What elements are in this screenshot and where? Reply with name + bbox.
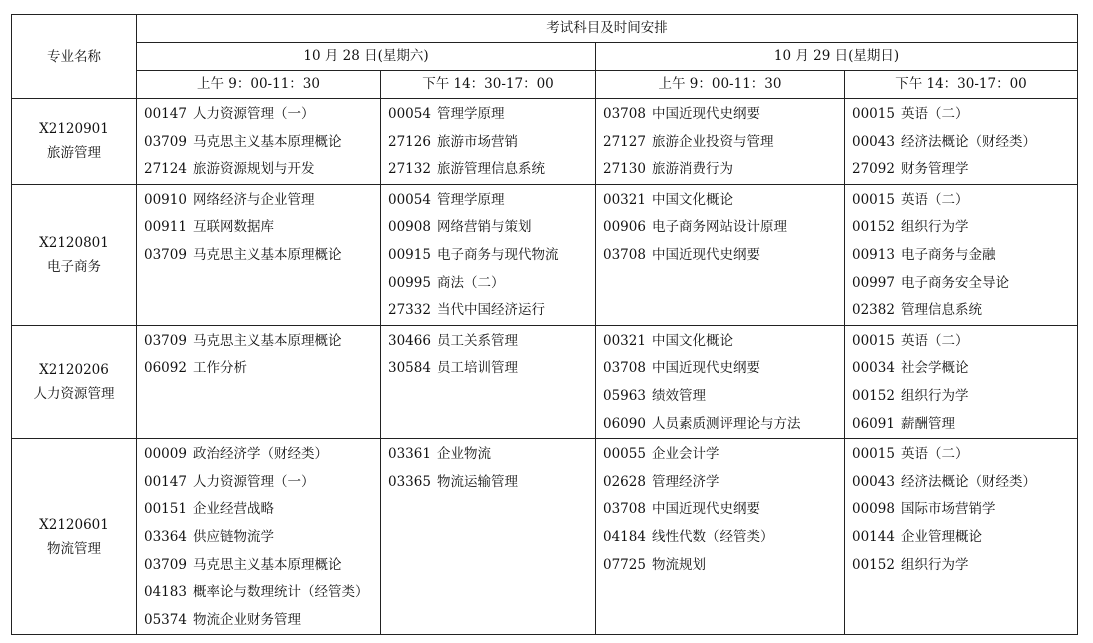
course-name: 中国近现代史纲要 xyxy=(651,106,760,122)
course-code: 03708 xyxy=(603,106,646,122)
course-code: 02628 xyxy=(603,473,646,490)
session-cell xyxy=(596,439,845,635)
session-header-oct28-am: 上午 9：00-11：30 xyxy=(137,71,381,99)
course-code: 00043 xyxy=(852,133,895,150)
course-item xyxy=(144,579,380,607)
course-name: 物流企业财务管理 xyxy=(192,611,301,628)
table-row xyxy=(12,99,1078,185)
course-item xyxy=(603,524,844,552)
course-code: 00034 xyxy=(852,360,895,377)
course-item xyxy=(852,101,1077,129)
course-item xyxy=(603,496,844,524)
course-code: 00098 xyxy=(852,501,895,518)
session-cell xyxy=(137,184,381,325)
major-name: 电子商务 xyxy=(47,258,101,275)
session-cell xyxy=(845,99,1078,185)
major-code: X2120601 xyxy=(39,516,109,533)
course-code: 00055 xyxy=(603,446,646,463)
course-name: 电子商务与金融 xyxy=(900,246,996,263)
course-name: 马克思主义基本原理概论 xyxy=(192,133,342,150)
course-item xyxy=(388,101,595,129)
course-item xyxy=(603,101,844,129)
major-code: X2120801 xyxy=(39,234,109,251)
course-name: 企业管理概论 xyxy=(900,528,982,545)
course-code: 03708 xyxy=(603,360,646,377)
course-item xyxy=(144,607,380,635)
course-name: 财务管理学 xyxy=(900,161,969,178)
major-cell xyxy=(12,99,137,185)
course-name: 英语（二） xyxy=(900,332,969,349)
course-item xyxy=(852,242,1077,270)
course-item xyxy=(852,469,1077,497)
course-item xyxy=(852,270,1077,298)
course-item xyxy=(852,411,1077,439)
course-item xyxy=(852,552,1077,580)
course-code: 03709 xyxy=(144,133,187,150)
course-name: 马克思主义基本原理概论 xyxy=(192,556,342,573)
course-name: 旅游企业投资与管理 xyxy=(651,133,774,150)
course-item xyxy=(852,297,1077,325)
course-code: 27127 xyxy=(603,133,646,150)
course-code: 30466 xyxy=(388,332,431,349)
course-item xyxy=(144,214,380,242)
course-name: 马克思主义基本原理概论 xyxy=(192,332,342,349)
session-cell xyxy=(137,439,381,635)
course-code: 00908 xyxy=(388,219,431,236)
major-cell xyxy=(12,325,137,438)
course-item xyxy=(144,552,380,580)
course-item xyxy=(603,441,844,469)
course-item xyxy=(388,441,595,469)
session-cell xyxy=(845,325,1078,438)
course-item xyxy=(144,496,380,524)
course-name: 经济法概论（财经类） xyxy=(900,473,1036,490)
course-item xyxy=(603,552,844,580)
session-cell xyxy=(596,99,845,185)
course-item xyxy=(603,242,844,270)
course-name: 人力资源管理（一） xyxy=(192,106,315,122)
course-name: 员工关系管理 xyxy=(436,332,518,349)
course-item xyxy=(603,156,844,184)
course-name: 旅游管理信息系统 xyxy=(436,161,545,178)
course-item xyxy=(852,441,1077,469)
course-name: 经济法概论（财经类） xyxy=(900,133,1036,150)
course-name: 企业经营战略 xyxy=(192,501,274,518)
course-code: 06092 xyxy=(144,360,187,377)
course-name: 供应链物流学 xyxy=(192,528,274,545)
course-item xyxy=(852,156,1077,184)
table-row xyxy=(12,439,1078,635)
major-code: X2120206 xyxy=(39,361,109,378)
course-code: 05374 xyxy=(144,611,187,628)
session-cell xyxy=(381,184,596,325)
course-name: 电子商务安全导论 xyxy=(900,274,1009,291)
course-item xyxy=(144,469,380,497)
course-code: 30584 xyxy=(388,360,431,377)
course-name: 当代中国经济运行 xyxy=(436,302,545,319)
course-item xyxy=(603,383,844,411)
course-name: 管理学原理 xyxy=(436,191,505,208)
course-name: 人员素质测评理论与方法 xyxy=(651,415,801,432)
course-code: 27124 xyxy=(144,161,187,178)
course-code: 05963 xyxy=(603,387,646,404)
course-item xyxy=(603,129,844,157)
session-cell xyxy=(381,439,596,635)
course-item xyxy=(852,187,1077,215)
course-item xyxy=(603,214,844,242)
course-code: 00144 xyxy=(852,528,895,545)
course-code: 03364 xyxy=(144,528,187,545)
course-code: 02382 xyxy=(852,302,895,319)
course-code: 03709 xyxy=(144,332,187,349)
course-code: 00152 xyxy=(852,219,895,236)
session-cell xyxy=(596,184,845,325)
course-item xyxy=(388,328,595,356)
course-item xyxy=(388,469,595,497)
course-name: 中国文化概论 xyxy=(651,191,733,208)
course-item xyxy=(144,129,380,157)
course-code: 00147 xyxy=(144,106,187,122)
table-row xyxy=(12,184,1078,325)
course-code: 00015 xyxy=(852,332,895,349)
course-item xyxy=(388,270,595,298)
course-code: 00054 xyxy=(388,106,431,122)
course-code: 00321 xyxy=(603,191,646,208)
course-item xyxy=(388,156,595,184)
course-name: 企业会计学 xyxy=(651,446,720,463)
course-item xyxy=(144,187,380,215)
session-header-oct29-pm: 下午 14：30-17：00 xyxy=(845,71,1078,99)
course-code: 27332 xyxy=(388,302,431,319)
course-code: 00915 xyxy=(388,246,431,263)
course-code: 00997 xyxy=(852,274,895,291)
session-cell xyxy=(381,325,596,438)
major-cell xyxy=(12,439,137,635)
course-name: 企业物流 xyxy=(436,446,491,463)
course-code: 04183 xyxy=(144,584,187,601)
course-name: 管理信息系统 xyxy=(900,302,982,319)
course-code: 00152 xyxy=(852,556,895,573)
course-code: 03709 xyxy=(144,246,187,263)
course-code: 27132 xyxy=(388,161,431,178)
date-header-oct28: 10 月 28 日(星期六) xyxy=(137,43,596,71)
course-name: 电子商务网站设计原理 xyxy=(651,219,787,236)
course-code: 03709 xyxy=(144,556,187,573)
course-code: 03361 xyxy=(388,446,431,463)
course-item xyxy=(144,441,380,469)
course-name: 互联网数据库 xyxy=(192,219,274,236)
course-code: 06090 xyxy=(603,415,646,432)
course-name: 中国近现代史纲要 xyxy=(651,360,760,377)
course-code: 04184 xyxy=(603,528,646,545)
major-name: 人力资源管理 xyxy=(33,385,115,402)
course-code: 07725 xyxy=(603,556,646,573)
course-code: 00147 xyxy=(144,473,187,490)
course-item xyxy=(144,156,380,184)
session-header-oct28-pm: 下午 14：30-17：00 xyxy=(381,71,596,99)
course-code: 00321 xyxy=(603,332,646,349)
session-header-oct29-am: 上午 9：00-11：30 xyxy=(596,71,845,99)
course-code: 06091 xyxy=(852,415,895,432)
schedule-title: 考试科目及时间安排 xyxy=(137,15,1078,43)
course-item xyxy=(144,524,380,552)
course-name: 旅游资源规划与开发 xyxy=(192,161,315,178)
course-item xyxy=(603,411,844,439)
major-name: 旅游管理 xyxy=(47,145,101,162)
course-name: 人力资源管理（一） xyxy=(192,473,315,490)
course-item xyxy=(388,187,595,215)
course-name: 物流规划 xyxy=(651,556,706,573)
course-item xyxy=(603,355,844,383)
course-name: 线性代数（经管类） xyxy=(651,528,774,545)
course-name: 物流运输管理 xyxy=(436,473,518,490)
course-item xyxy=(388,242,595,270)
course-code: 03708 xyxy=(603,246,646,263)
course-name: 旅游消费行为 xyxy=(651,161,733,178)
course-name: 管理经济学 xyxy=(651,473,720,490)
course-item xyxy=(603,187,844,215)
major-name-header: 专业名称 xyxy=(12,15,137,99)
course-name: 组织行为学 xyxy=(900,556,969,573)
course-code: 03365 xyxy=(388,473,431,490)
course-name: 英语（二） xyxy=(900,106,969,122)
session-cell xyxy=(845,439,1078,635)
course-item xyxy=(852,129,1077,157)
session-cell xyxy=(137,99,381,185)
course-name: 中国文化概论 xyxy=(651,332,733,349)
session-cell xyxy=(596,325,845,438)
course-name: 概率论与数理统计（经管类） xyxy=(192,584,369,601)
schedule-body xyxy=(12,99,1078,635)
course-name: 薪酬管理 xyxy=(900,415,955,432)
course-code: 00995 xyxy=(388,274,431,291)
major-cell xyxy=(12,184,137,325)
course-item xyxy=(144,355,380,383)
session-cell xyxy=(137,325,381,438)
course-name: 中国近现代史纲要 xyxy=(651,246,760,263)
course-code: 00911 xyxy=(144,219,187,236)
course-code: 00015 xyxy=(852,446,895,463)
course-item xyxy=(144,328,380,356)
course-name: 马克思主义基本原理概论 xyxy=(192,246,342,263)
course-item xyxy=(603,328,844,356)
course-name: 工作分析 xyxy=(192,360,247,377)
course-name: 网络营销与策划 xyxy=(436,219,532,236)
course-name: 旅游市场营销 xyxy=(436,133,518,150)
course-code: 27130 xyxy=(603,161,646,178)
course-code: 00043 xyxy=(852,473,895,490)
course-name: 社会学概论 xyxy=(900,360,969,377)
session-cell xyxy=(845,184,1078,325)
course-code: 00151 xyxy=(144,501,187,518)
course-code: 00152 xyxy=(852,387,895,404)
course-code: 27092 xyxy=(852,161,895,178)
course-item xyxy=(388,297,595,325)
course-name: 英语（二） xyxy=(900,191,969,208)
course-name: 绩效管理 xyxy=(651,387,706,404)
course-code: 00906 xyxy=(603,219,646,236)
course-code: 03708 xyxy=(603,501,646,518)
course-code: 00015 xyxy=(852,106,895,122)
course-item xyxy=(144,242,380,270)
course-item xyxy=(388,355,595,383)
course-code: 00015 xyxy=(852,191,895,208)
course-name: 电子商务与现代物流 xyxy=(436,246,559,263)
course-code: 00910 xyxy=(144,191,187,208)
date-header-oct29: 10 月 29 日(星期日) xyxy=(596,43,1078,71)
course-item xyxy=(852,496,1077,524)
course-name: 商法（二） xyxy=(436,274,505,291)
course-item xyxy=(603,469,844,497)
course-name: 组织行为学 xyxy=(900,387,969,404)
course-name: 国际市场营销学 xyxy=(900,501,996,518)
session-cell xyxy=(381,99,596,185)
course-name: 员工培训管理 xyxy=(436,360,518,377)
course-code: 00054 xyxy=(388,191,431,208)
course-item xyxy=(852,355,1077,383)
exam-schedule-table xyxy=(11,14,1078,635)
course-item xyxy=(144,101,380,129)
course-code: 00009 xyxy=(144,446,187,463)
major-name: 物流管理 xyxy=(47,540,101,557)
table-row xyxy=(12,325,1078,438)
major-code: X2120901 xyxy=(39,121,109,138)
course-item xyxy=(852,328,1077,356)
course-item xyxy=(852,383,1077,411)
course-item xyxy=(852,524,1077,552)
course-code: 00913 xyxy=(852,246,895,263)
course-name: 网络经济与企业管理 xyxy=(192,191,315,208)
course-item xyxy=(852,214,1077,242)
course-name: 组织行为学 xyxy=(900,219,969,236)
course-name: 政治经济学（财经类） xyxy=(192,446,328,463)
course-code: 27126 xyxy=(388,133,431,150)
course-item xyxy=(388,214,595,242)
course-name: 管理学原理 xyxy=(436,106,505,122)
course-item xyxy=(388,129,595,157)
course-name: 中国近现代史纲要 xyxy=(651,501,760,518)
course-name: 英语（二） xyxy=(900,446,969,463)
